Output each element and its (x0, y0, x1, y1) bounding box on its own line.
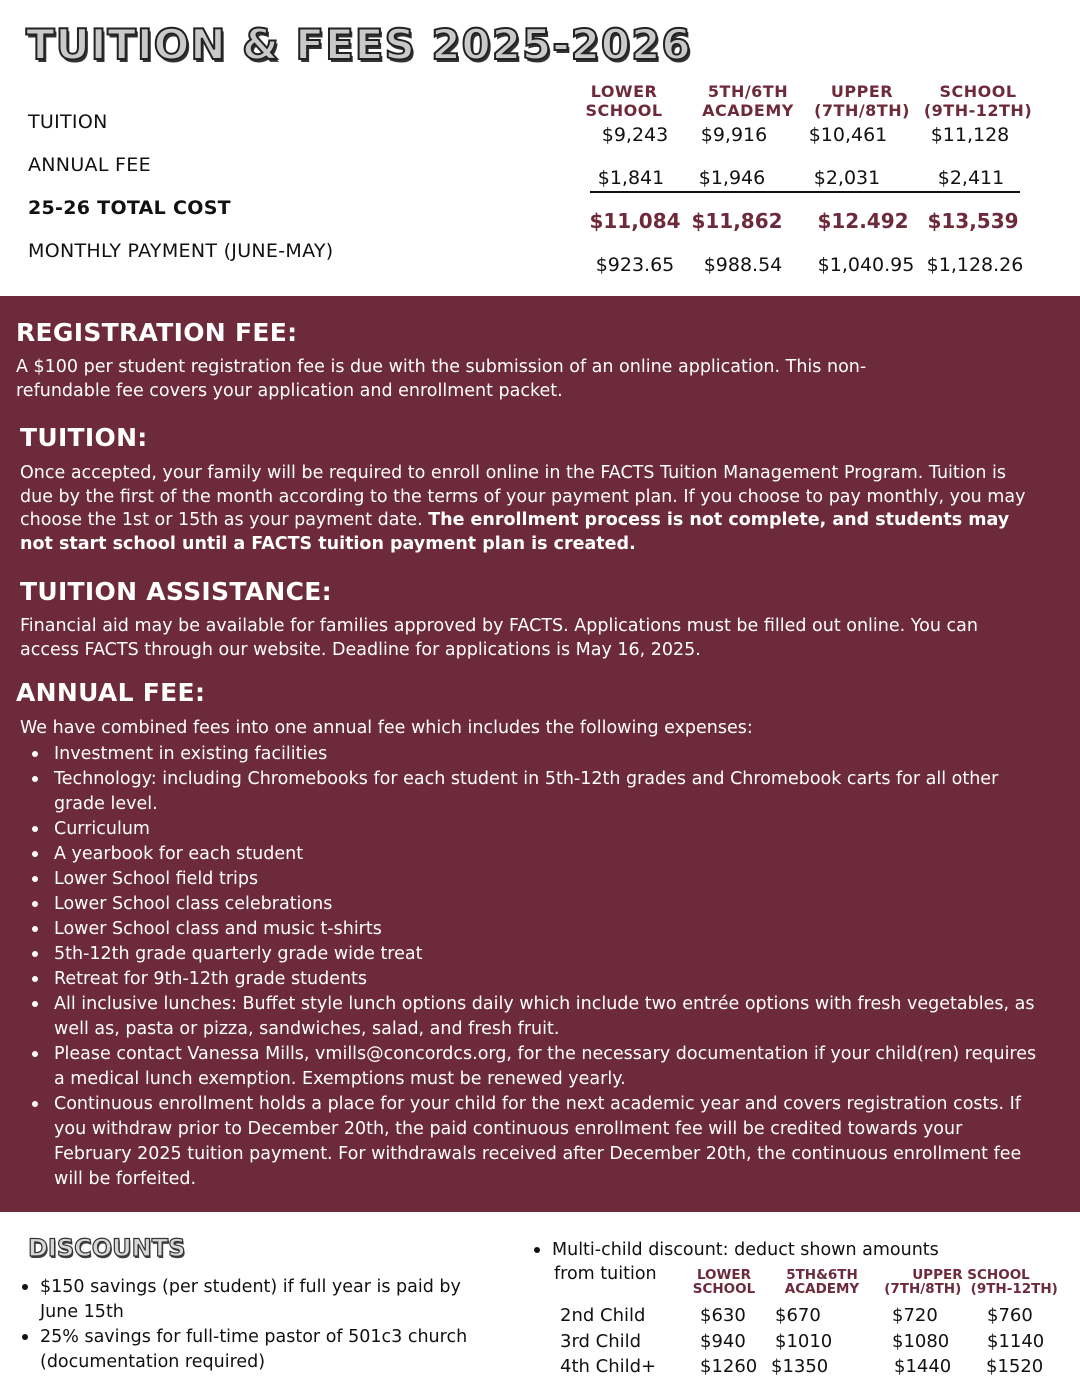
table-cell: $923.65 (595, 254, 675, 276)
table-cell-total: $11,084 (589, 209, 681, 233)
list-item (530, 1238, 1000, 1263)
list-item: Lower School class and music t-shirts (20, 917, 1040, 942)
list-item: Continuous enrollment holds a place for your child for the next academic year and covers registration costs. If you withdraw prior to December 20th, the paid continuous enrollment fee will be credited towards your February 2025 tuition payment. For withdrawals received after December 20th, the continuous enrollment fee will be forfeited. (20, 1092, 1040, 1192)
table-cell: $1,946 (698, 167, 766, 189)
col-header-upper: UPPER (7TH/8TH) (814, 82, 910, 120)
mc-cell: $720 (892, 1305, 938, 1326)
table-cell: $9,916 (700, 124, 768, 146)
mc-cell: $1260 (700, 1356, 758, 1377)
list-item: Technology: including Chromebooks for each student in 5th-12th grades and Chromebook carts for all other grade level. (20, 767, 1040, 817)
tuition-text-bold: The enrollment process is not complete, and students may not start school until a FACTS tuition payment plan is created. (20, 510, 1010, 554)
table-cell: $988.54 (703, 254, 783, 276)
list-item: Retreat for 9th-12th grade students (20, 967, 1040, 992)
mc-cell: $1350 (771, 1356, 829, 1377)
mc-cell: $670 (775, 1305, 821, 1326)
row-label-monthly: MONTHLY PAYMENT (JUNE-MAY) (28, 240, 334, 262)
list-item: A yearbook for each student (20, 842, 1040, 867)
row-label-annual-fee: ANNUAL FEE (28, 154, 151, 176)
list-item: Please contact Vanessa Mills, vmills@concordcs.org, for the necessary documentation if your child(ren) requires a medical lunch exemption. Exemptions must be renewed yearly. (20, 1042, 1040, 1092)
mc-row-label: 4th Child+ (560, 1356, 657, 1377)
col-header-school: SCHOOL (9TH-12TH) (923, 82, 1033, 120)
multi-child-list (530, 1238, 1000, 1263)
tuition-text (20, 462, 1030, 556)
table-cell-total: $13,539 (927, 209, 1019, 233)
discounts-list (18, 1275, 498, 1375)
mc-cell: $1440 (894, 1356, 952, 1377)
discounts-heading: DISCOUNTS (28, 1234, 186, 1262)
table-cell: $1,128.26 (926, 254, 1024, 276)
mc-row-label: 3rd Child (560, 1331, 642, 1352)
mc-cell: $760 (987, 1305, 1033, 1326)
list-item: Lower School field trips (20, 867, 1040, 892)
mc-header-lower: LOWER SCHOOL (692, 1267, 756, 1297)
assistance-text: Financial aid may be available for families approved by FACTS. Applications must be filled out online. You can access FACTS through our website. Deadline for applications is May 16, 2025. (20, 616, 978, 660)
table-cell: $1,040.95 (817, 254, 915, 276)
list-item: 5th-12th grade quarterly grade wide treat (20, 942, 1040, 967)
registration-text: A $100 per student registration fee is due with the submission of an online application. This non-refundable fee covers your application and enrollment packet. (16, 357, 867, 401)
table-cell: $11,128 (930, 124, 1010, 146)
annual-fee-list (20, 742, 1040, 1192)
annual-fee-heading: ANNUAL FEE: (16, 678, 206, 707)
mc-cell: $1140 (987, 1331, 1045, 1352)
assistance-heading: TUITION ASSISTANCE: (20, 577, 332, 606)
mc-cell: $1010 (775, 1331, 833, 1352)
info-band (0, 296, 1080, 1212)
tuition-heading: TUITION: (20, 423, 148, 452)
list-item: Curriculum (20, 817, 1040, 842)
row-label-total-cost: 25-26 TOTAL COST (28, 197, 231, 219)
list-item: 25% savings for full-time pastor of 501c3 church (documentation required) (18, 1325, 498, 1375)
mc-header-upper: UPPER SCHOOL (7TH/8TH) (9TH-12TH) (884, 1267, 1058, 1297)
mc-row-label: 2nd Child (560, 1305, 646, 1326)
mc-cell: $1520 (986, 1356, 1044, 1377)
multi-child-line2: from tuition (554, 1264, 657, 1284)
table-cell-total: $11,862 (691, 209, 783, 233)
multi-child-line1: Multi-child discount: deduct shown amounts (552, 1240, 939, 1260)
total-divider (590, 191, 1020, 193)
mc-cell: $940 (700, 1331, 746, 1352)
annual-fee-intro: We have combined fees into one annual fee which includes the following expenses: (20, 718, 753, 738)
mc-header-academy: 5TH&6TH ACADEMY (784, 1267, 860, 1297)
table-cell: $2,411 (937, 167, 1005, 189)
registration-heading: REGISTRATION FEE: (16, 318, 298, 347)
tuition-text-regular: Once accepted, your family will be required to enroll online in the FACTS Tuition Management Program. Tuition is due by the first of the month according to the terms of your payment plan. If you choose to pay monthly, you may choose the 1st or 15th as your payment date. (20, 463, 1026, 530)
mc-cell: $1080 (892, 1331, 950, 1352)
list-item: Lower School class celebrations (20, 892, 1040, 917)
col-header-lower-school: LOWER SCHOOL (585, 82, 663, 120)
list-item: All inclusive lunches: Buffet style lunch options daily which include two entrée options with fresh vegetables, as well as, pasta or pizza, sandwiches, salad, and fresh fruit. (20, 992, 1040, 1042)
table-cell: $1,841 (597, 167, 665, 189)
table-cell-total: $12.492 (817, 209, 909, 233)
table-cell: $10,461 (808, 124, 888, 146)
mc-cell: $630 (700, 1305, 746, 1326)
row-label-tuition: TUITION (28, 111, 108, 133)
col-header-academy: 5TH/6TH ACADEMY (702, 82, 794, 120)
table-cell: $9,243 (601, 124, 669, 146)
page-title: TUITION & FEES 2025-2026 (26, 20, 692, 69)
table-cell: $2,031 (813, 167, 881, 189)
list-item: $150 savings (per student) if full year is paid by June 15th (18, 1275, 498, 1325)
list-item: Investment in existing facilities (20, 742, 1040, 767)
